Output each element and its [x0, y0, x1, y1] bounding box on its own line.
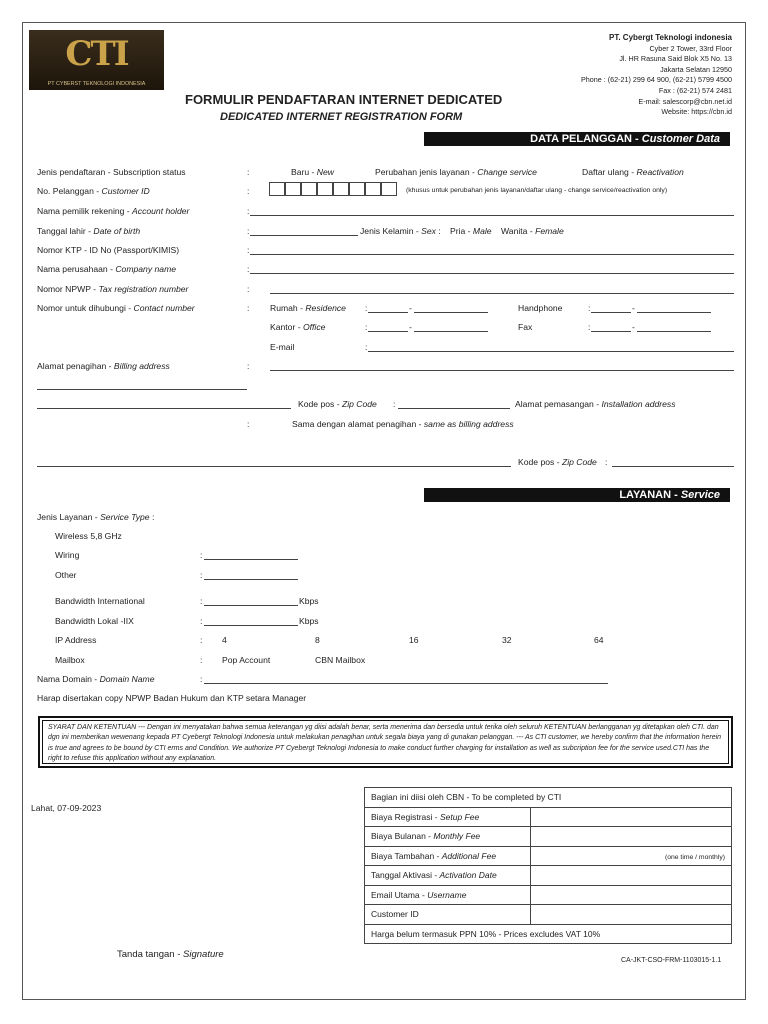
customer-id-digit-box[interactable]: [333, 182, 349, 196]
option-female[interactable]: [501, 226, 564, 236]
ip-option[interactable]: 32: [502, 635, 512, 645]
colon: :: [200, 616, 203, 626]
company-name-id: Nama perusahaan -: [37, 264, 116, 274]
residence-label: [270, 303, 346, 313]
table-row-label: [365, 905, 531, 925]
option-male[interactable]: [450, 226, 492, 236]
service-header-en: Service: [680, 489, 720, 501]
billing-zip-label: [298, 399, 377, 409]
dash: -: [632, 303, 635, 313]
table-header: Bagian ini diisi oleh CBN - To be completed by CTI: [365, 788, 732, 808]
domain-id: Nama Domain -: [37, 674, 100, 684]
account-holder-field[interactable]: [250, 215, 734, 216]
billing-zip-field[interactable]: [398, 408, 510, 409]
table-row: [365, 866, 732, 886]
table-row-value[interactable]: [531, 807, 732, 827]
other-label: Other: [55, 570, 77, 580]
row-label-en: Setup Fee: [439, 811, 480, 822]
table-header-row: [365, 788, 732, 808]
mailbox-cbn-option[interactable]: CBN Mailbox: [315, 655, 366, 665]
office-id: Kantor -: [270, 322, 303, 332]
row-label-en: Activation Date: [439, 870, 497, 881]
contact-en: Contact number: [133, 303, 195, 313]
company-email: E-mail: salescorp@cbn.net.id: [638, 96, 732, 106]
customer-id-label-en: Customer ID: [101, 186, 150, 196]
row-label-id: Customer ID: [371, 909, 419, 920]
wiring-field[interactable]: [204, 559, 298, 560]
colon: :: [247, 419, 250, 429]
customer-id-digit-box[interactable]: [301, 182, 317, 196]
table-row-value[interactable]: [531, 866, 732, 886]
company-name: PT. Cybergt Teknologi indonesia: [609, 33, 732, 42]
company-address-2: Jl. HR Rasuna Said Blok X5 No. 13: [619, 54, 732, 64]
mailbox-pop-option[interactable]: Pop Account: [222, 655, 271, 665]
company-phone: Phone : (62-21) 299 64 900, (62-21) 5799 4500: [580, 75, 732, 85]
installation-address-label: [515, 399, 676, 409]
handphone-number-field[interactable]: [637, 312, 711, 313]
residence-number-field[interactable]: [414, 312, 488, 313]
service-type-en: Service Type: [100, 512, 150, 522]
customer-id-label: [37, 186, 150, 196]
bw-international-label: Bandwidth International: [55, 596, 145, 606]
male-id: Pria -: [450, 226, 473, 236]
contact-id: Nomor untuk dihubungi -: [37, 303, 134, 313]
terms-box: [38, 716, 733, 768]
table-row-value[interactable]: [531, 885, 732, 905]
customer-id-digit-box[interactable]: [365, 182, 381, 196]
option-reactivation-id: Daftar ulang -: [582, 167, 637, 177]
bw-local-field[interactable]: [204, 625, 298, 626]
zip-id: Kode pos -: [518, 457, 562, 467]
female-id: Wanita -: [501, 226, 536, 236]
colon: :: [365, 342, 368, 352]
form-title: FORMULIR PENDAFTARAN INTERNET DEDICATED: [185, 92, 503, 107]
customer-header-id: DATA PELANGGAN -: [530, 133, 642, 145]
same-id: Sama dengan alamat penagihan -: [292, 419, 424, 429]
table-row-label: [365, 827, 531, 847]
account-holder-en: Account holder: [132, 206, 190, 216]
handphone-area-field[interactable]: [591, 312, 631, 313]
account-holder-id: Nama pemilik rekening -: [37, 206, 133, 216]
dob-id: Tanggal lahir -: [37, 226, 94, 236]
table-row: [365, 807, 732, 827]
bw-local-label: Bandwidth Lokal -IIX: [55, 616, 134, 626]
table-row-label: [365, 846, 531, 866]
company-website: Website: https://cbn.id: [661, 107, 732, 117]
service-header-id: LAYANAN -: [619, 489, 681, 501]
logo-tagline: PT CYBERST TEKNOLOGI INDONESIA: [47, 81, 146, 87]
kbps-unit: Kbps: [299, 616, 319, 626]
form-subtitle: DEDICATED INTERNET REGISTRATION FORM: [220, 111, 463, 123]
row-label-id: Biaya Bulanan -: [371, 831, 434, 842]
colon: :: [200, 570, 203, 580]
contact-label: [37, 303, 195, 313]
customer-header-en: Customer Data: [641, 133, 720, 145]
dash: -: [409, 303, 412, 313]
table-row: [365, 827, 732, 847]
colon: :: [200, 550, 203, 560]
colon: :: [247, 284, 250, 294]
company-address-1: Cyber 2 Tower, 33rd Floor: [649, 43, 732, 53]
colon: :: [200, 635, 203, 645]
option-change-en: Change service: [477, 167, 537, 177]
colon: :: [247, 226, 250, 236]
row-label-en: Additional Fee: [441, 850, 497, 861]
office-label: [270, 322, 325, 332]
row-label-id: Biaya Registrasi -: [371, 811, 440, 822]
colon: :: [247, 206, 250, 216]
gender-en: Sex: [421, 226, 436, 236]
billing-address-field-2[interactable]: [37, 389, 247, 390]
npwp-en: Tax registration number: [98, 284, 189, 294]
dob-en: Date of birth: [93, 226, 141, 236]
fax-number-field[interactable]: [637, 331, 711, 332]
handphone-label: Handphone: [518, 303, 563, 313]
row-label-en: Monthly Fee: [433, 831, 481, 842]
billing-address-field-1[interactable]: [270, 370, 734, 371]
option-reactivation[interactable]: [582, 167, 684, 177]
wireless-option[interactable]: Wireless 5,8 GHz: [55, 531, 122, 541]
company-name-field[interactable]: [250, 273, 734, 274]
colon: :: [247, 186, 250, 196]
service-type-colon: :: [149, 512, 155, 522]
colon: :: [588, 303, 591, 313]
customer-id-digit-box[interactable]: [285, 182, 301, 196]
colon: :: [393, 399, 396, 409]
gender-id: Jenis Kelamin -: [360, 226, 422, 236]
ktp-label: Nomor KTP - ID No (Passport/KIMIS): [37, 245, 180, 255]
ip-option[interactable]: 4: [222, 635, 227, 645]
dob-field[interactable]: [250, 235, 358, 236]
same-as-billing-option[interactable]: [292, 419, 514, 429]
company-fax: Fax : (62-21) 574 2481: [658, 85, 732, 95]
billing-id: Alamat penagihan -: [37, 361, 114, 371]
table-row-label: [365, 866, 531, 886]
service-type-id: Jenis Layanan -: [37, 512, 101, 522]
document-code: CA-JKT-CSO-FRM-1103015-1.1: [621, 957, 722, 964]
email-label: E-mail: [270, 342, 295, 352]
office-area-field[interactable]: [368, 331, 408, 332]
customer-id-digit-box[interactable]: [381, 182, 397, 196]
colon: :: [365, 322, 368, 332]
colon: :: [247, 264, 250, 274]
install-en: Installation address: [601, 399, 676, 409]
fax-area-field[interactable]: [591, 331, 631, 332]
company-info: [581, 33, 732, 118]
colon: :: [247, 167, 250, 177]
customer-id-digit-box[interactable]: [349, 182, 365, 196]
row-label-id: Email Utama -: [371, 889, 428, 900]
service-header: [424, 488, 730, 502]
install-zip-field[interactable]: [612, 466, 734, 467]
signature-label: [117, 949, 224, 960]
table-row: [365, 846, 732, 866]
domain-field[interactable]: [204, 683, 608, 684]
table-row-value[interactable]: [531, 827, 732, 847]
npwp-label: [37, 284, 188, 294]
ip-option[interactable]: 16: [409, 635, 419, 645]
table-row: [365, 905, 732, 925]
signature-en: Signature: [183, 949, 224, 960]
company-name-en: Company name: [115, 264, 177, 274]
colon: :: [365, 303, 368, 313]
customer-id-digit-box[interactable]: [269, 182, 285, 196]
colon: :: [247, 245, 250, 255]
kbps-unit: Kbps: [299, 596, 319, 606]
residence-id: Rumah -: [270, 303, 306, 313]
zip-en: Zip Code: [561, 457, 597, 467]
colon: :: [200, 596, 203, 606]
table-row-label: [365, 807, 531, 827]
option-new-id: Baru -: [291, 167, 317, 177]
table-row-value[interactable]: [531, 846, 732, 866]
npwp-field[interactable]: [270, 293, 734, 294]
ip-address-label: IP Address: [55, 635, 97, 645]
same-en: same as billing address: [423, 419, 514, 429]
row-value: (one time / monthly): [664, 853, 725, 861]
table-footer: Harga belum termasuk PPN 10% - Prices excludes VAT 10%: [365, 924, 732, 944]
gender-colon: :: [435, 226, 441, 236]
table-row-label: [365, 885, 531, 905]
domain-en: Domain Name: [99, 674, 155, 684]
table-footer-row: [365, 924, 732, 944]
billing-en: Billing address: [113, 361, 170, 371]
table-row: [365, 885, 732, 905]
option-new-en: New: [316, 167, 334, 177]
subscription-label: Jenis pendaftaran - Subscription status: [37, 167, 186, 177]
zip-id: Kode pos -: [298, 399, 342, 409]
colon: :: [605, 457, 608, 467]
installation-address-field[interactable]: [37, 466, 511, 467]
company-name-label: [37, 264, 176, 274]
service-type-label: [37, 512, 154, 522]
colon: :: [247, 303, 250, 313]
residence-en: Residence: [305, 303, 346, 313]
office-number-field[interactable]: [414, 331, 488, 332]
account-holder-label: [37, 206, 189, 216]
row-label-id: Biaya Tambahan -: [371, 850, 442, 861]
customer-id-label-id: No. Pelanggan -: [37, 186, 102, 196]
colon: :: [200, 674, 203, 684]
row-label-id: Tanggal Aktivasi -: [371, 870, 440, 881]
domain-label: [37, 674, 155, 684]
ip-option[interactable]: 8: [315, 635, 320, 645]
billing-address-label: [37, 361, 170, 371]
colon: :: [247, 361, 250, 371]
zip-en: Zip Code: [341, 399, 377, 409]
dash: -: [409, 322, 412, 332]
company-logo: [29, 30, 164, 90]
office-en: Office: [302, 322, 326, 332]
residence-area-field[interactable]: [368, 312, 408, 313]
ip-option[interactable]: 64: [594, 635, 604, 645]
terms-text: SYARAT DAN KETENTUAN --- Dengan ini menyatakan bahwa semua keterangan yg diisi adalah benar, serta menerima dan bersedia untuk terika oleh seluruh KETENTUAN berlangganan yg ditetapkan oleh CTI. dan dgn ini memberikan wewenang kepada PT Cyebergt Teknologi Indonesia untuk melakukan penagihan untuk segala biaya yang di gunakan pelanggan. --- As CTI customer, we hereby confirm that the information herein is true and agrees to be bound by CTI erms and Condition. We authorize PT Cyebergt Teknologi Indonesia to make conduct further charging for installation as well as subcription fee for the service used.CTI has the right to refuse this application without any explanation.: [42, 720, 729, 764]
npwp-id: Nomor NPWP -: [37, 284, 99, 294]
billing-address-field-3[interactable]: [37, 408, 291, 409]
company-address-3: Jakarta Selatan 12950: [660, 64, 732, 74]
ktp-field[interactable]: [250, 254, 734, 255]
option-change-service[interactable]: [375, 167, 537, 177]
option-new[interactable]: [291, 167, 334, 177]
gender-label: [360, 226, 441, 236]
option-reactivation-en: Reactivation: [636, 167, 684, 177]
colon: :: [200, 655, 203, 665]
row-label-en: Username: [427, 889, 467, 900]
table-row-value[interactable]: [531, 905, 732, 925]
customer-data-header: [424, 132, 730, 146]
dash: -: [632, 322, 635, 332]
signature-id: Tanda tangan -: [117, 949, 184, 960]
install-id: Alamat pemasangan -: [515, 399, 602, 409]
customer-id-digit-box[interactable]: [317, 182, 333, 196]
fax-label: Fax: [518, 322, 533, 332]
logo-mark: CTI: [65, 34, 128, 74]
colon: :: [588, 322, 591, 332]
customer-id-note: (khusus untuk perubahan jenis layanan/daftar ulang - change service/reactivation only): [406, 187, 668, 194]
dob-label: [37, 226, 140, 236]
option-change-id: Perubahan jenis layanan -: [375, 167, 478, 177]
other-field[interactable]: [204, 579, 298, 580]
email-field[interactable]: [368, 351, 734, 352]
bw-international-field[interactable]: [204, 605, 298, 606]
mailbox-label: Mailbox: [55, 655, 85, 665]
male-en: Male: [472, 226, 492, 236]
female-en: Female: [535, 226, 564, 236]
office-use-table: [364, 787, 732, 944]
document-note: Harap disertakan copy NPWP Badan Hukum dan KTP setara Manager: [37, 693, 307, 703]
wiring-label: Wiring: [55, 550, 80, 560]
place-date: Lahat, 07-09-2023: [31, 803, 102, 813]
install-zip-label: [518, 457, 597, 467]
